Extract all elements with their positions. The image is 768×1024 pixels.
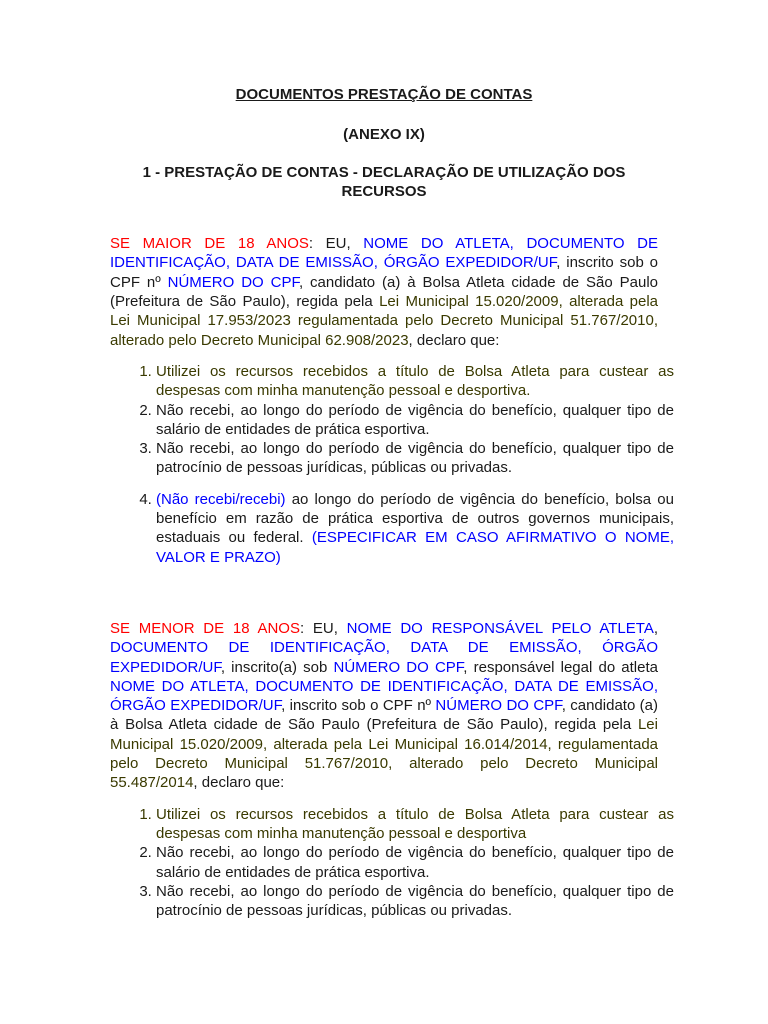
placeholder-athlete-name: NOME DO ATLETA [363, 235, 510, 253]
list-item [156, 490, 674, 567]
list-item: 1. Utilizei os recursos recebidos a título de Bolsa Atleta para custear as despesas com minha manutenção pessoal e desportiva. [156, 362, 674, 401]
text-fragment: , inscrito sob o CPF nº [110, 254, 658, 291]
text-fragment: , [653, 619, 658, 637]
annex-label: (ANEXO IX) [343, 126, 425, 144]
text-fragment: , candidato (a) à Bolsa Atleta cidade de São Paulo (Prefeitura de São Paulo), regida pela [110, 273, 659, 311]
text-fragment: : EU, [308, 235, 364, 253]
text-fragment: , [509, 235, 527, 253]
placeholder-athlete-name: NOME DO ATLETA [110, 677, 245, 695]
text-fragment: , declaro que: [408, 331, 500, 349]
list-item: 3. Não recebi, ao longo do período de vigência do benefício, qualquer tipo de patrocínio de pessoas jurídicas, públicas ou privadas. [156, 882, 674, 921]
law-reference: Lei Municipal 15.020/2009, alterada pela Lei Municipal 16.014/2014, regulamentada pelo Decreto Municipal 51.767/2010, alterado pelo Decreto Municipal 55.487/2014 [110, 716, 658, 792]
minor-declaration-list [110, 805, 674, 921]
text-fragment: , inscrito(a) sob [220, 658, 334, 676]
placeholder-id-document: DOCUMENTO DE IDENTIFICAÇÃO [110, 235, 658, 272]
list-item: 1. Utilizei os recursos recebidos a título de Bolsa Atleta para custear as despesas com minha manutenção pessoal e desportiva [156, 805, 674, 844]
law-reference: Lei Municipal 15.020/2009, alterada pela Lei Municipal 17.953/2023 regulamentada pelo Decreto Municipal 51.767/2010, alterado pelo Decreto Municipal 62.908/2023 [110, 293, 658, 349]
list-item: 2. Não recebi, ao longo do período de vigência do benefício, qualquer tipo de salário de entidades de prática esportiva. [156, 401, 674, 440]
adult-declaration-list [110, 362, 674, 567]
placeholder-specify: (ESPECIFICAR EM CASO AFIRMATIVO O NOME, VALOR E PRAZO) [156, 529, 674, 566]
placeholder-athlete-issuer: ÓRGÃO EXPEDIDOR/UF [110, 697, 282, 715]
placeholder-athlete-cpf: NÚMERO DO CPF [435, 697, 562, 715]
text-fragment: , [225, 254, 236, 272]
minor-heading: SE MENOR DE 18 ANOS [110, 619, 300, 637]
placeholder-cpf: NÚMERO DO CPF [167, 273, 299, 291]
placeholder-id-document: DOCUMENTO DE IDENTIFICAÇÃO [110, 639, 386, 657]
text-fragment: : EU, [299, 619, 347, 637]
adult-heading: SE MAIOR DE 18 ANOS [110, 235, 309, 253]
placeholder-issue-date: DATA DE EMISSÃO [410, 639, 578, 657]
placeholder-athlete-issue-date: DATA DE EMISSÃO [514, 677, 654, 695]
list-item: 2. Não recebi, ao longo do período de vigência do benefício, qualquer tipo de salário de entidades de prática esportiva. [156, 843, 674, 882]
placeholder-received: (Não recebi/recebi) [156, 490, 286, 508]
document-page [110, 85, 674, 920]
document-title: DOCUMENTOS PRESTAÇÃO DE CONTAS [235, 86, 533, 103]
placeholder-athlete-id-document: DOCUMENTO DE IDENTIFICAÇÃO [255, 677, 504, 695]
placeholder-cpf: NÚMERO DO CPF [333, 658, 464, 676]
text-fragment: , [503, 677, 515, 695]
placeholder-issuer: ÓRGÃO EXPEDIDOR/UF [383, 254, 557, 272]
placeholder-guardian-name: NOME DO RESPONSÁVEL PELO ATLETA [346, 619, 654, 637]
text-fragment: , [244, 677, 256, 695]
placeholder-issuer: ÓRGÃO EXPEDIDOR/UF [110, 639, 658, 676]
text-fragment: , candidato (a) à Bolsa Atleta cidade de São Paulo (Prefeitura de São Paulo), regida pela [110, 697, 659, 734]
section-subtitle: 1 - PRESTAÇÃO DE CONTAS - DECLARAÇÃO DE UTILIZAÇÃO DOS RECURSOS [142, 163, 626, 200]
adult-declaration [110, 234, 658, 350]
text-fragment: , [373, 254, 384, 272]
placeholder-issue-date: DATA DE EMISSÃO [235, 254, 374, 272]
text-fragment: , [653, 677, 658, 695]
text-fragment: , [385, 639, 411, 657]
list-item: 3. Não recebi, ao longo do período de vigência do benefício, qualquer tipo de patrocínio de pessoas jurídicas, públicas ou privadas. [156, 439, 674, 478]
text-fragment: , [577, 639, 603, 657]
text-fragment: , declaro que: [193, 774, 285, 792]
text-fragment: , responsável legal do atleta [463, 658, 658, 676]
minor-declaration [110, 619, 658, 793]
text-fragment: ao longo do período de vigência do benefício, bolsa ou benefício em razão de prática esportiva de outros governos municipais, estaduais ou federal. [156, 490, 674, 547]
text-fragment: , inscrito sob o CPF nº [281, 697, 436, 715]
